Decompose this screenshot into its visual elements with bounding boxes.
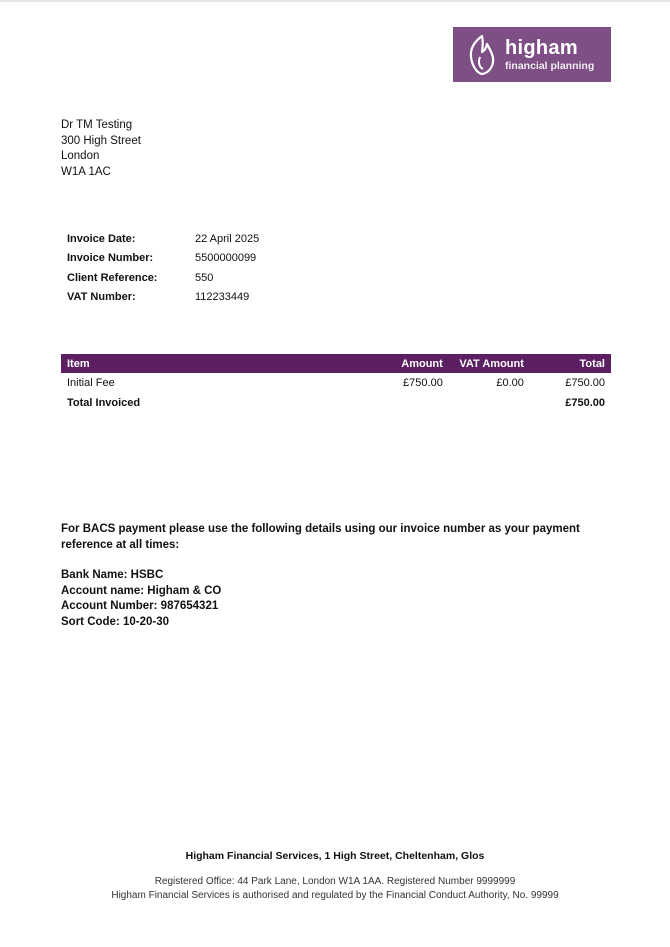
row-vat-amount: £0.00 (496, 377, 524, 389)
bank-name: Bank Name: HSBC (61, 569, 164, 581)
page-top-border (0, 0, 670, 2)
footer-registered-office: Registered Office: 44 Park Lane, London W1A 1AA. Registered Number 9999999 (154, 876, 516, 887)
recipient-address (61, 118, 141, 180)
logo-tagline: financial planning (505, 59, 595, 72)
meta-value: 112233449 (195, 291, 250, 304)
header-total: Total (579, 357, 605, 370)
sort-code: Sort Code: 10-20-30 (61, 615, 170, 628)
row-amount: £750.00 (403, 377, 443, 389)
account-number: Account Number: 987654321 (61, 600, 219, 612)
total-invoiced-label: Total Invoiced (67, 397, 141, 409)
meta-label: Invoice Date: (67, 232, 136, 245)
vat-number-row (67, 288, 259, 308)
recipient-name: Dr TM Testing (61, 119, 133, 131)
recipient-street: 300 High Street (61, 134, 141, 147)
account-name: Account name: Higham & CO (61, 584, 222, 597)
invoice-number-row (67, 249, 259, 269)
total-invoiced-value: £750.00 (565, 397, 605, 409)
company-logo (453, 27, 611, 82)
higham-flame-icon (465, 33, 499, 77)
items-table-header (61, 354, 611, 373)
logo-text (505, 38, 594, 72)
header-item: Item (67, 357, 90, 370)
bank-details (61, 568, 616, 630)
invoice-date-row (67, 229, 259, 249)
meta-value: 5500000099 (195, 252, 257, 265)
payment-details (61, 522, 616, 630)
meta-value: 22 April 2025 (195, 232, 260, 245)
recipient-postcode: W1A 1AC (61, 165, 111, 178)
payment-intro: For BACS payment please use the following details using our invoice number as your payment reference at all times: (61, 523, 580, 551)
footer-regulation: Higham Financial Services is authorised and regulated by the Financial Conduct Authority, No. 99999 (111, 890, 559, 901)
meta-label: VAT Number: (67, 291, 136, 304)
meta-label: Invoice Number: (67, 252, 154, 265)
header-vat-amount: VAT Amount (459, 357, 524, 370)
row-total: £750.00 (565, 377, 605, 389)
logo-name: higham (505, 36, 578, 59)
client-reference-row (67, 268, 259, 288)
total-invoiced-row (61, 393, 611, 413)
meta-value: 550 (195, 271, 214, 284)
invoice-details (67, 229, 259, 307)
row-item: Initial Fee (67, 377, 115, 389)
meta-label: Client Reference: (67, 271, 158, 284)
footer-company: Higham Financial Services, 1 High Street, Cheltenham, Glos (185, 850, 485, 862)
table-row (61, 373, 611, 393)
recipient-city: London (61, 150, 100, 162)
items-table (61, 354, 611, 413)
header-amount: Amount (401, 357, 443, 370)
